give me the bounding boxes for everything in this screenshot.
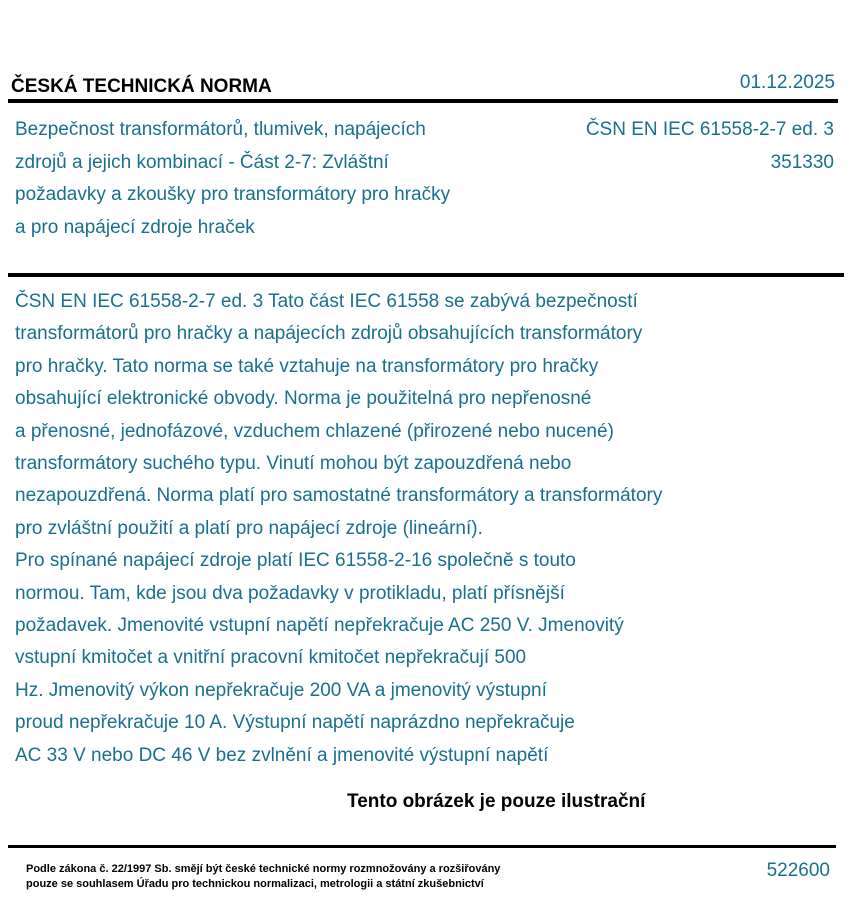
abstract-line: ČSN EN IEC 61558-2-7 ed. 3 Tato část IEC 61558 se zabývá bezpečností: [15, 291, 638, 312]
title-line: a pro napájecí zdroje hraček: [15, 216, 255, 238]
document-type-heading: ČESKÁ TECHNICKÁ NORMA: [11, 76, 272, 97]
legal-line: pouze se souhlasem Úřadu pro technickou normalizaci, metrologii a státní zkušebnictví: [26, 878, 484, 890]
abstract-line: požadavek. Jmenovité vstupní napětí nepřekračuje AC 250 V. Jmenovitý: [15, 615, 624, 637]
title-line: zdrojů a jejich kombinací - Část 2-7: Zvláštní: [15, 151, 389, 173]
title-line: Bezpečnost transformátorů, tlumivek, napájecích: [15, 119, 426, 140]
abstract-line: transformátory suchého typu. Vinutí mohou být zapouzdřená nebo: [15, 453, 572, 475]
standard-identification: [586, 114, 834, 179]
legal-line: Podle zákona č. 22/1997 Sb. smějí být české technické normy rozmnožovány a rozšiřovány: [26, 863, 501, 875]
top-divider: [8, 99, 838, 103]
abstract-line: AC 33 V nebo DC 46 V bez zvlnění a jmenovité výstupní napětí: [15, 744, 549, 766]
abstract-line: Hz. Jmenovitý výkon nepřekračuje 200 VA a jmenovitý výstupní: [15, 679, 547, 701]
abstract-line: pro hračky. Tato norma se také vztahuje na transformátory pro hračky: [15, 355, 599, 377]
catalog-number: 522600: [766, 860, 830, 881]
abstract-line: Pro spínané napájecí zdroje platí IEC 61558-2-16 společně s touto: [15, 550, 576, 572]
abstract-line: proud nepřekračuje 10 A. Výstupní napětí naprázdno nepřekračuje: [15, 712, 575, 734]
standard-title: [15, 114, 535, 244]
standard-designation: ČSN EN IEC 61558-2-7 ed. 3: [585, 119, 834, 140]
abstract-line: normou. Tam, kde jsou dva požadavky v protikladu, platí přísnější: [15, 582, 565, 604]
abstract-line: transformátorů pro hračky a napájecích zdrojů obsahujících transformátory: [15, 323, 643, 345]
abstract-line: nezapouzdřená. Norma platí pro samostatné transformátory a transformátory: [15, 485, 663, 507]
title-line: požadavky a zkoušky pro transformátory pro hračky: [15, 184, 451, 205]
classification-code: 351330: [770, 151, 834, 173]
abstract-line: obsahující elektronické obvody. Norma je použitelná pro nepřenosné: [15, 388, 592, 410]
middle-divider: [8, 273, 844, 277]
abstract-line: a přenosné, jednofázové, vzduchem chlazené (přirozené nebo nucené): [15, 420, 614, 442]
bottom-divider: [8, 845, 836, 848]
legal-notice: [26, 862, 500, 892]
illustration-disclaimer: Tento obrázek je pouze ilustrační: [347, 791, 646, 812]
abstract-text: [15, 286, 815, 772]
abstract-line: vstupní kmitočet a vnitřní pracovní kmitočet nepřekračují 500: [15, 647, 527, 669]
publication-date: 01.12.2025: [739, 72, 835, 93]
abstract-line: pro zvláštní použití a platí pro napájecí zdroje (lineární).: [15, 517, 483, 539]
